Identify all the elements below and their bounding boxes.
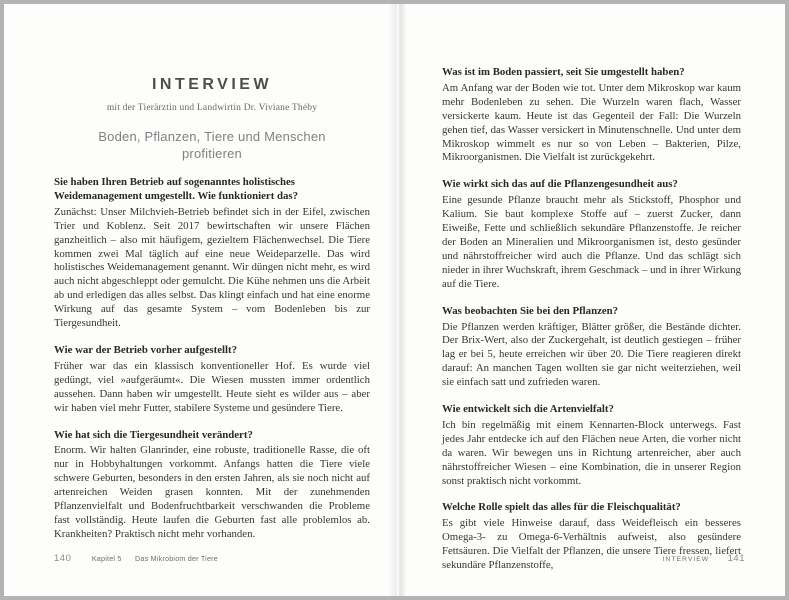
page-number-left: 140 — [54, 553, 72, 564]
chapter-label: Kapitel 5 — [91, 554, 122, 563]
interview-question: Wie hat sich die Tiergesundheit verändert? — [54, 428, 253, 441]
interview-answer: Zunächst: Unser Milchvieh-Betrieb befindet sich in der Eifel, zwischen Trier und Koblenz. Seit 2017 bewirtschaften wir unsere Flächen ganzheitlich – also mit häufigem, gezieltem Flächenwechsel. Die Tiere kommen zwei Mal täglich auf eine neue Weideparzelle. Das wird holistisches Weidemanagement genannt. Wir düngen nicht mehr, es wird auch nicht abgeschleppt oder gemulcht. Die Kühe nehmen uns die Arbeit ab und erledigen das alles selbst. Das klingt einfach und hat eine enorme Wirkung auf das gesamte System – vom Bodenleben bis zur Tiergesundheit. — [54, 205, 370, 330]
interview-question: Was beobachten Sie bei den Pflanzen? — [442, 304, 619, 317]
interview-question: Welche Rolle spielt das alles für die Fleischqualität? — [442, 501, 681, 514]
interview-question: Wie entwickelt sich die Artenvielfalt? — [442, 403, 614, 416]
interview-answer: Die Pflanzen werden kräftiger, Blätter größer, die Bestände dichter. Der Brix-Wert, also der Zuckergehalt, ist deutlich gestiegen – früher lag er bei 5, heute erreichen wir über 20. Die Tiere reagieren direkt darauf: An manchen Tagen wollten sie gar nicht weiterziehen, weil sie einfach satt und zufrieden waren. — [442, 320, 741, 389]
interview-answer: Es gibt viele Hinweise darauf, dass Weidefleisch ein besseres Omega-3- zu Omega-6-Verhältnis aufweist, also gesündere Fettsäuren. Die Vielfalt der Pflanzen, die unsere Tiere fressen, liefert sekundäre Pflanzenstoffe, — [442, 517, 741, 572]
interview-question: Sie haben Ihren Betrieb auf sogenanntes holistisches Weidemanagement umgestellt. Wie funktioniert das? — [54, 176, 299, 202]
interview-question: Wie wirkt sich das auf die Pflanzengesundheit aus? — [442, 178, 678, 191]
interview-answer: Am Anfang war der Boden wie tot. Unter dem Mikroskop war kaum mehr Bodenleben zu sehen. Die Wurzeln waren flach, Wasser versickerte kaum. Heute ist das Gegenteil der Fall: Die Wurzeln gehen tief, das Wasser versickert in Minutenschnelle. Und unter dem Mikroskop wimmelt es nur so von Leben – Bakterien, Pilze, Mikroorganismen. Die Vielfalt ist zurückgekehrt. — [442, 81, 741, 164]
interview-byline: mit der Tierärztin und Landwirtin Dr. Viviane Théby — [106, 103, 318, 113]
interview-answer: Enorm. Wir halten Glanrinder, eine robuste, traditionelle Rasse, die oft nur in Hobbyhaltungen vorkommt. Anfangs hatten die Tiere viele schwere Geburten, besonders in den ersten Jahren, als sie noch nicht auf artenreichen Weiden grasen konnten. Mit der zunehmenden Pflanzenvielfalt und Bodenfruchtbarkeit verschwanden die Probleme fast vollständig. Heute laufen die Geburten fast alle problemlos ab. Krankheiten? Praktisch nicht mehr vorhanden. — [54, 444, 370, 540]
interview-question: Wie war der Betrieb vorher aufgestellt? — [54, 343, 238, 356]
left-page-footer — [54, 548, 218, 566]
page-left — [4, 4, 396, 596]
chapter-title: Das Mikrobiom der Tiere — [135, 554, 218, 563]
interview-header — [54, 4, 370, 162]
page-right — [396, 4, 785, 596]
interview-answer: Früher war das ein klassisch konventioneller Hof. Es wurde viel gedüngt, viel »aufgeräumt«. Die Wiesen mussten immer ordentlich aussehen. Dann haben wir umgestellt. Heute sieht es wilder aus – aber wir haben viel mehr Futter, stabilere Systeme und gesündere Tiere. — [54, 359, 370, 414]
page-number-right: 141 — [727, 553, 745, 564]
page-title: INTERVIEW — [151, 76, 273, 93]
interview-answer: Eine gesunde Pflanze braucht mehr als Stickstoff, Phosphor und Kalium. Sie baut komplexe Stoffe auf – zuerst Zucker, dann Eiweiße, Fette und schließlich sekundäre Pflanzenstoffe. Je reicher der Boden an Mineralien und Mikroorganismen ist, desto gesünder und nährstoffreicher wird auch die Pflanze. Und das schlägt sich nieder in ihrer Wuchskraft, ihrem Geschmack – und in ihrer Wirkung auf die Tiere. — [442, 194, 741, 290]
interview-answer: Ich bin regelmäßig mit einem Kennarten-Block unterwegs. Fast jedes Jahr entdecke ich auf den Flächen neue Arten, die vorher nicht da waren. Wir bewegen uns in Richtung artenreicher, aber auch nährstoffreicher Wiesen – eine Kombination, die in unserer Region sonst praktisch nicht vorkommt. — [442, 418, 741, 487]
right-page-footer — [663, 548, 745, 566]
right-text-column — [442, 4, 741, 573]
running-head: INTERVIEW — [662, 556, 710, 563]
interview-headline: Boden, Pflanzen, Tiere und Menschen profitieren — [98, 129, 326, 161]
interview-question: Was ist im Boden passiert, seit Sie umgestellt haben? — [442, 66, 685, 78]
left-text-column — [54, 162, 370, 542]
